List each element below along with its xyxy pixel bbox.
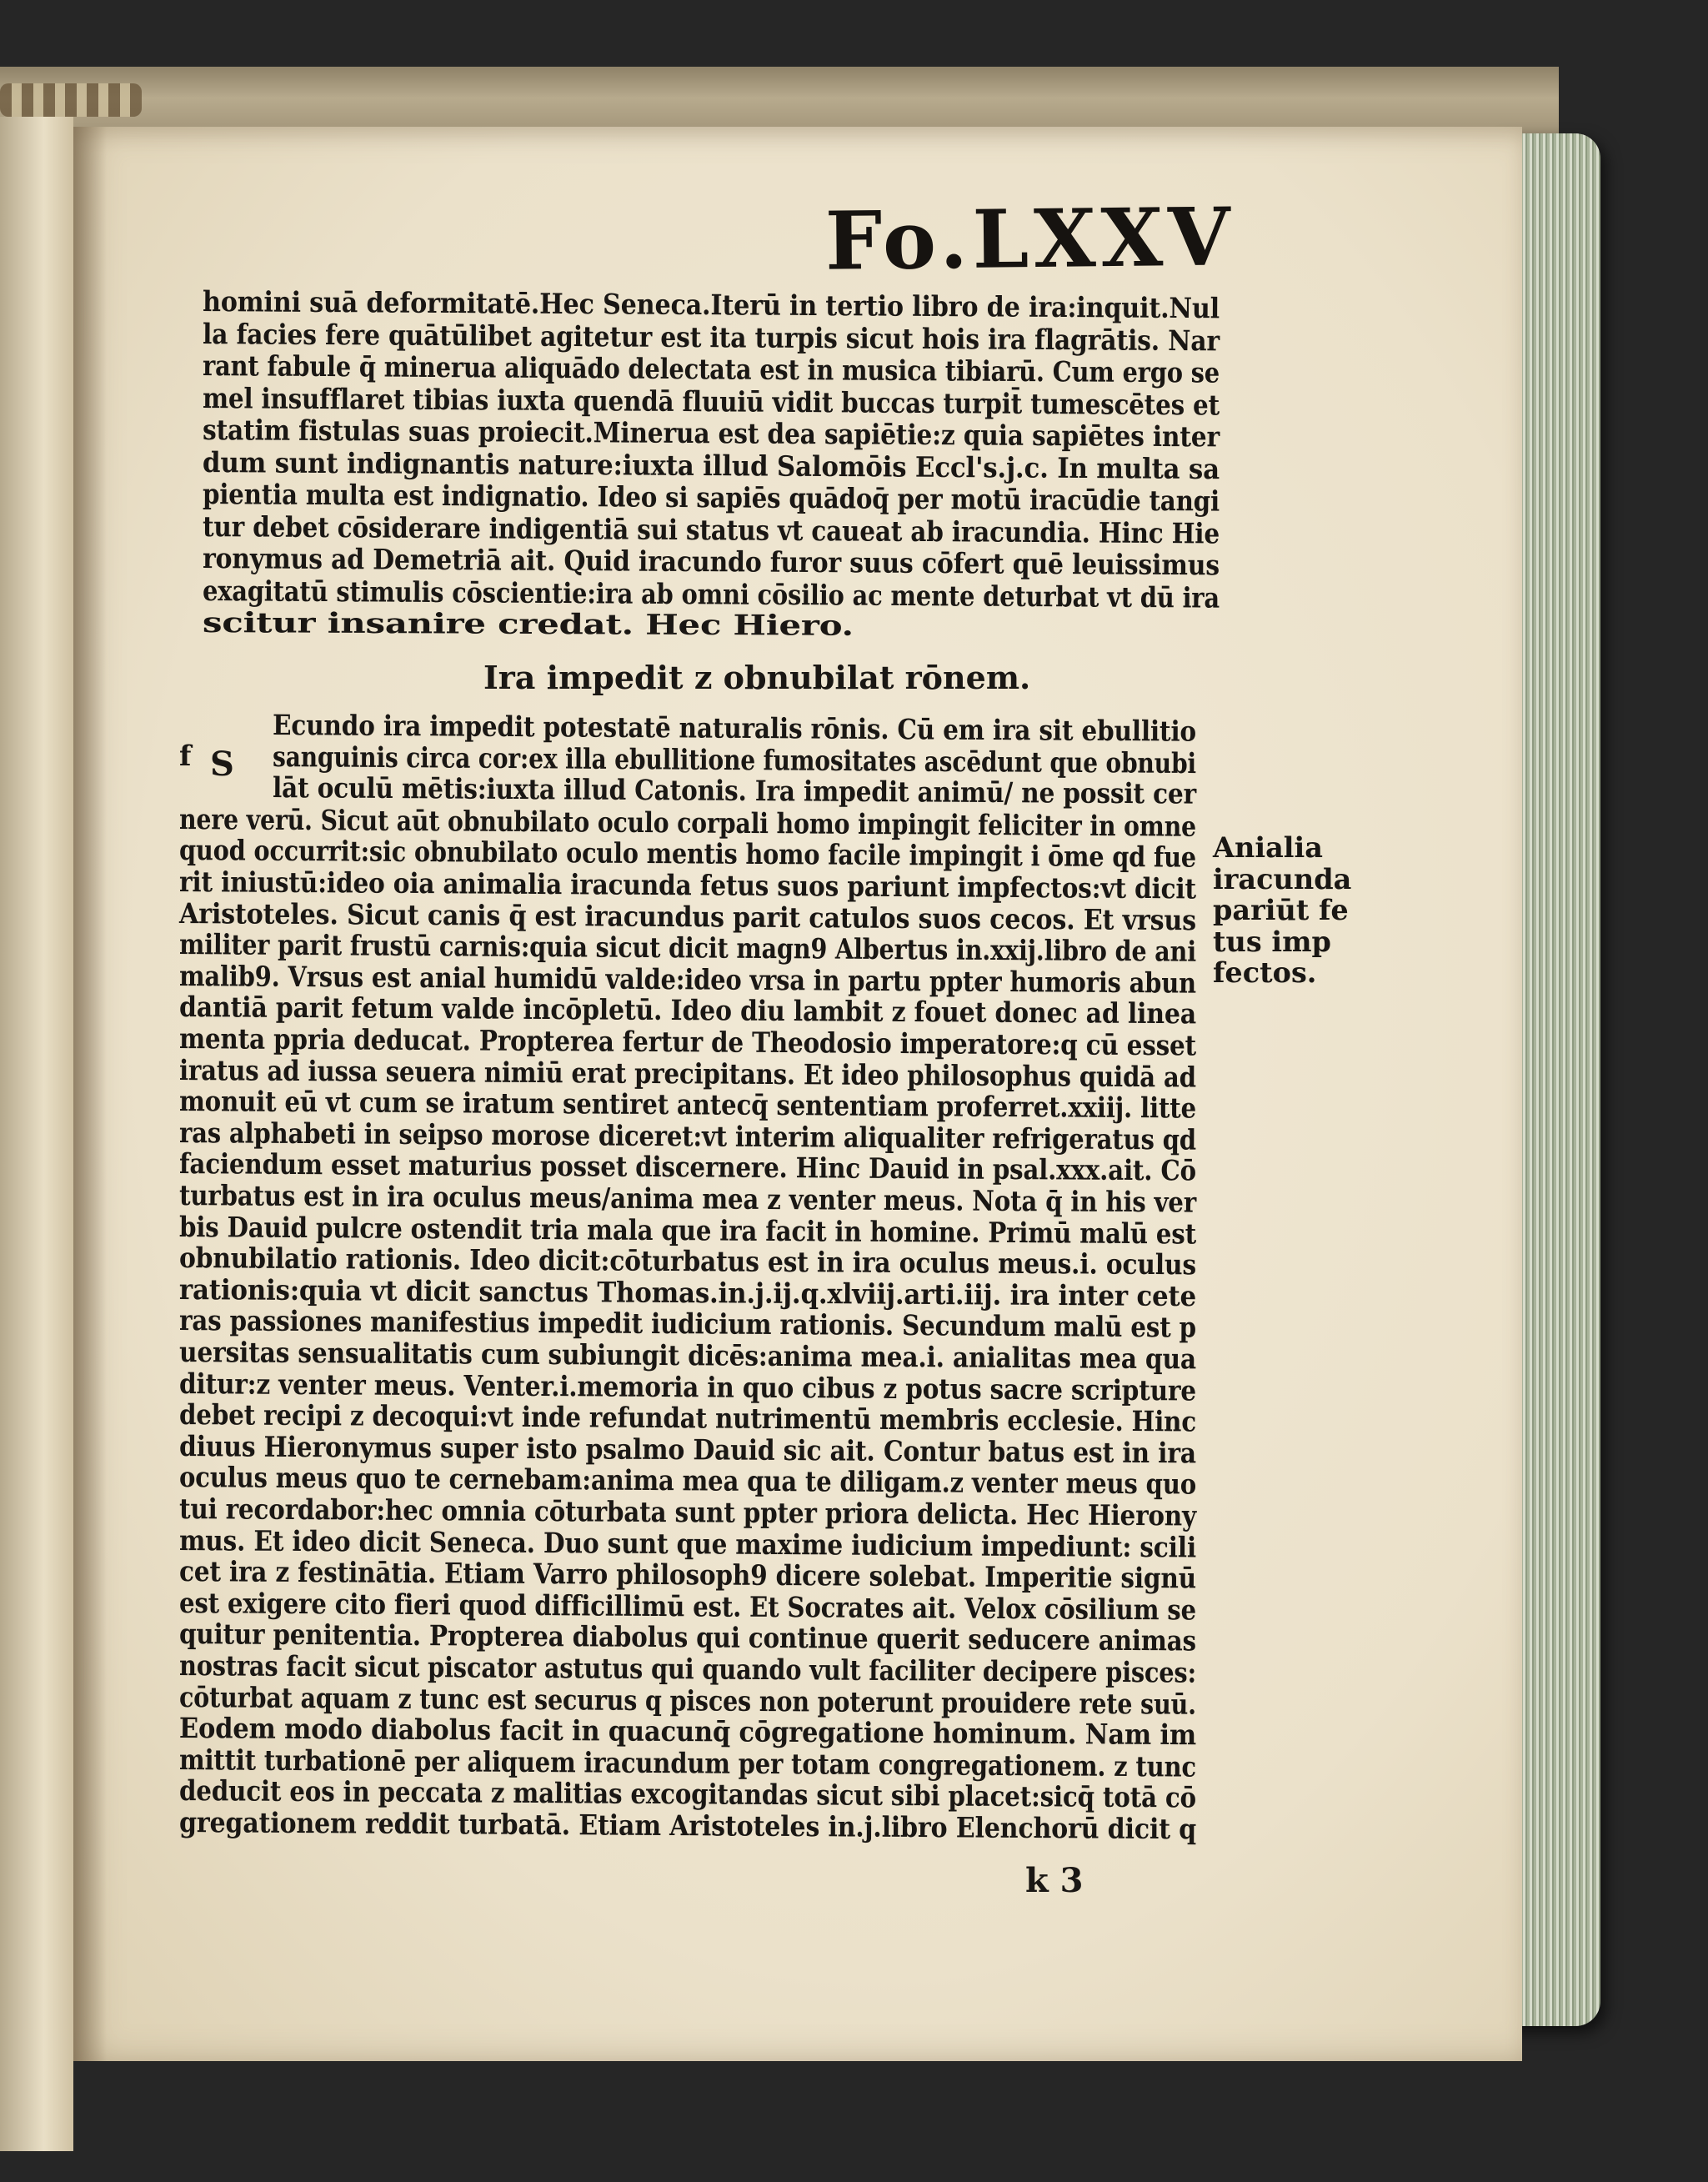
- paragraph2-line: Eodem modo diabolus facit in quacunq̄ cōgregatione hominum. Nam im: [178, 1712, 1197, 1752]
- paragraph2-line: nostras facit sicut piscator astutus qui quando vult faciliter decipere pisces:: [178, 1649, 1197, 1689]
- paragraph2-line: malib9. Vrsus est anial humidū valde:ideo vrsa in partu ppter humoris abun: [178, 959, 1197, 1000]
- paragraph2-line: bis Dauid pulcre ostendit tria mala que ira facit in homine. Primū malū est: [178, 1210, 1197, 1251]
- paragraph1-line: pientia multa est indignatio. Ideo si sapiēs quādoq̄ per motū iracūdie tangi: [202, 478, 1220, 518]
- paragraph2-line: lāt oculū mētis:iuxta illud Catonis. Ira impedit animū/ ne possit cer: [272, 771, 1197, 810]
- initial-letter: S: [210, 745, 234, 784]
- paragraph2-line: dantiā parit fetum valde incōpletū. Ideo diu lambit z fouet donec ad linea: [178, 991, 1197, 1031]
- paragraph1-line: tur debet cōsiderare indigentiā sui status vt caueat ab iracundia. Hinc Hie: [202, 509, 1220, 549]
- margin-note-right-line: Anialia: [1213, 831, 1323, 864]
- paragraph1-line: exagitatū stimulis cōscientie:ira ab omni cōsilio ac mente deturbat vt dū ira: [202, 574, 1220, 614]
- paragraph2-line: obnubilatio rationis. Ideo dicit:cōturbatus est in ira oculus meus.i. oculus: [178, 1241, 1197, 1282]
- section-heading: Ira impedit z obnubilat rōnem.: [483, 659, 1031, 696]
- paragraph2-line: turbatus est in ira oculus meus/anima mea z venter meus. Nota q̄ in his ver: [178, 1179, 1197, 1219]
- paragraph1-line: mel insufflaret tibias iuxta quendā fluuiū vidit buccas turpit̄ tumescētes et: [202, 381, 1220, 421]
- paragraph2-line: nere verū. Sicut aūt obnubilato oculo corpali homo impingit feliciter in omne: [178, 802, 1197, 843]
- paragraph2-line: sanguinis circa cor:ex illa ebullitione fumositates ascēdunt que obnubi: [272, 740, 1197, 780]
- paragraph2-line: est exigere cito fieri quod difficillimū est. Et Socrates ait. Velox cōsilium se: [178, 1586, 1197, 1627]
- paragraph2-line: debet recipi z decoqui:vt inde refundat nutrimentū membris ecclesie. Hinc: [178, 1398, 1197, 1438]
- margin-note-right-line: iracunda: [1213, 862, 1352, 895]
- paragraph1-line: statim fistulas suas proiecit.Minerua est dea sapiētie:z quia sapiētes inter: [202, 414, 1220, 454]
- paragraph2-line: quod occurrit:sic obnubilato oculo mentis homo facile impingit i ōme qd fue: [178, 834, 1197, 875]
- paragraph2-line: rationis:quia vt dicit sanctus Thomas.in.j.ij.q.xlviij.arti.iij. ira inter cete: [178, 1272, 1197, 1312]
- paragraph2-line: gregationem reddit turbatā. Etiam Aristoteles in.j.libro Elenchorū dicit q: [178, 1806, 1197, 1846]
- paragraph2-line: cōturbat aquam z tunc est securus q pisces non poterunt prouidere rete suū.: [178, 1680, 1197, 1721]
- paragraph2-line: militer parit frustū carnis:quia sicut dicit magn9 Albertus in.xxij.libro de ani: [178, 928, 1197, 968]
- margin-note-right-line: tus imp: [1213, 925, 1331, 958]
- paragraph2-line: rit iniustū:ideo oia animalia iracunda fetus suos pariunt impfectos:vt dicit: [178, 865, 1197, 905]
- paragraph1-line: scitur insanire credat. Hec Hiero.: [202, 606, 854, 642]
- paragraph2-line: ras passiones manifestius impedit iudicium rationis. Secundum malū est p: [178, 1304, 1197, 1344]
- gutter-shadow: [73, 127, 107, 2061]
- margin-note-right-line: fectos.: [1213, 956, 1317, 990]
- paragraph1-line: dum sunt indignantis nature:iuxta illud Salomōis Eccl's.j.c. In multa sa: [202, 445, 1220, 485]
- paragraph2-line: faciendum esset maturius posset discernere. Hinc Dauid in psal.xxx.ait. Cō: [178, 1147, 1197, 1187]
- paragraph2-line: cet ira z festinātia. Etiam Varro philosoph9 dicere solebat. Imperitie signū: [178, 1555, 1197, 1595]
- signature-mark: k 3: [1025, 1861, 1084, 1900]
- paragraph2-line: Aristoteles. Sicut canis q̄ est iracundus parit catulos suos cecos. Et vrsus: [178, 896, 1197, 936]
- paragraph1-line: ronymus ad Demetriā ait. Quid iracundo furor suus cōfert quē leuissimus: [202, 542, 1220, 582]
- margin-note-right-line: pariūt fe: [1213, 894, 1349, 927]
- paragraph2-line: ditur:z venter meus. Venter.i.memoria in quo cibus z potus sacre scripture: [178, 1367, 1197, 1407]
- paragraph2-line: quitur penitentia. Propterea diabolus qui continue querit seducere animas: [178, 1618, 1197, 1658]
- paragraph2-line: mittit turbationē per aliquem iracundum per totam congregationem. z tunc: [178, 1743, 1197, 1783]
- paragraph2-line: ras alphabeti in seipso morose diceret:vt interim aliqualiter refrigeratus qd: [178, 1116, 1197, 1156]
- paragraph2-line: uersitas sensualitatis cum subiungit dicēs:anima mea.i. anialitas mea qua: [178, 1336, 1197, 1376]
- paragraph2-line: iratus ad iussa seuera nimiū erat precipitans. Et ideo philosophus quidā ad: [178, 1053, 1197, 1094]
- paragraph2-line: deducit eos in peccata z malitias excogitandas sicut sibi placet:sicq̄ totā cō: [178, 1774, 1197, 1814]
- paragraph2-line: monuit eū vt cum se iratum sentiret antecq̄ sententiam proferret.xxiij. litte: [178, 1085, 1197, 1125]
- paragraph2-line: menta ppria deducat. Propterea fertur de Theodosio imperatore:q cū esset: [178, 1022, 1197, 1062]
- paragraph1-line: rant fabule q̄ minerua aliquādo delectata est in musica tibiarū. Cum ergo se: [202, 349, 1220, 389]
- left-page-edge: [0, 117, 73, 2151]
- spine-stitching: [0, 83, 142, 117]
- paragraph2-line: oculus meus quo te cernebam:anima mea qua te diligam.z venter meus quo: [178, 1461, 1197, 1501]
- folio-number: Fo.LXXV: [824, 189, 1236, 288]
- paragraph2-line: diuus Hieronymus super isto psalmo Dauid sic ait. Contur batus est in ira: [178, 1429, 1197, 1470]
- paragraph1-line: la facies fere quātūlibet agitetur est ita turpis sicut hois ira flagrātis. Nar: [202, 317, 1220, 357]
- paragraph2-line: Ecundo ira impedit potestatē naturalis rōnis. Cū em ira sit ebullitio: [272, 709, 1197, 748]
- paragraph2-line: tui recordabor:hec omnia cōturbata sunt ppter priora delicta. Hec Hierony: [178, 1492, 1197, 1532]
- margin-note-left: f: [179, 740, 192, 772]
- paragraph2-line: mus. Et ideo dicit Seneca. Duo sunt que maxime iudicium impediunt: scili: [178, 1523, 1197, 1564]
- paragraph1-line: homini suā deformitatē.Hec Seneca.Iterū in tertio libro de ira:inquit.Nul: [202, 285, 1220, 325]
